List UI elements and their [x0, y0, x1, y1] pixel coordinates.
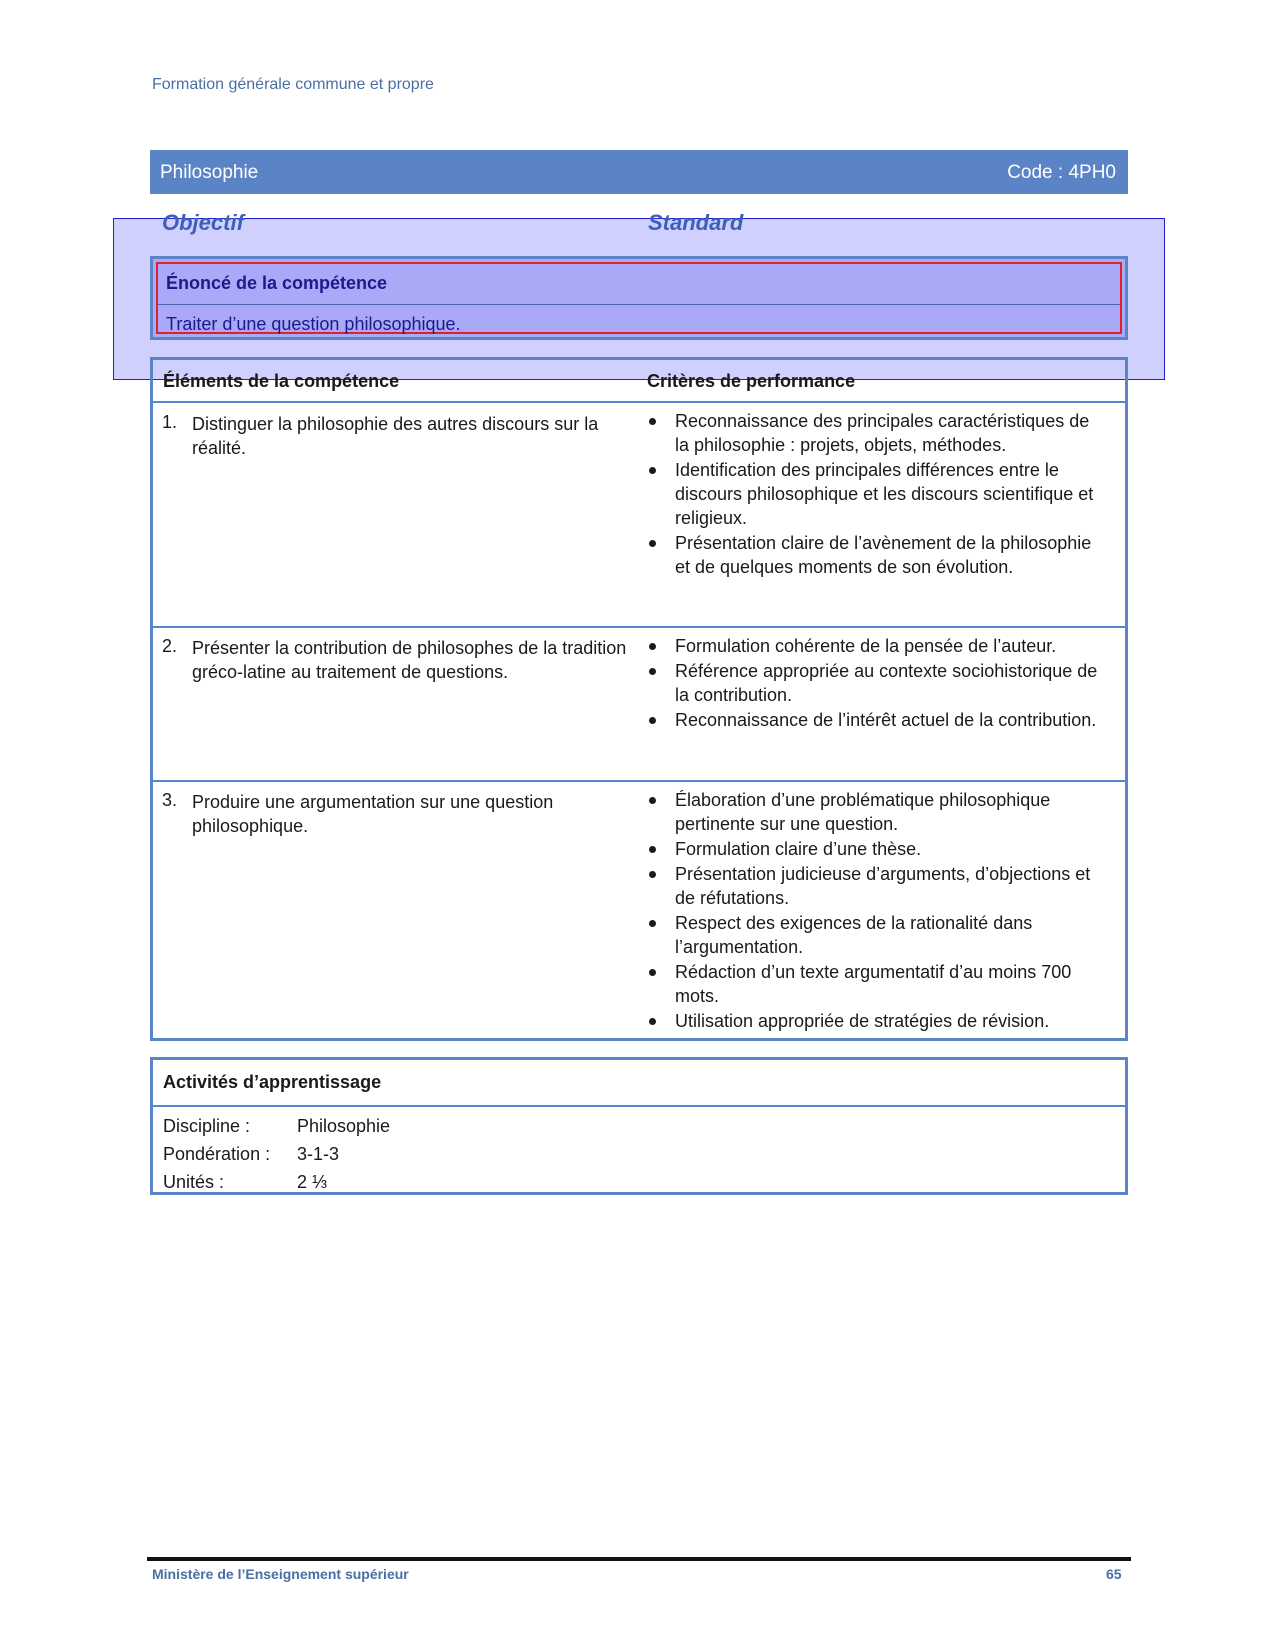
criteria-item: Présentation judicieuse d’arguments, d’objections et de réfutations. — [645, 862, 1105, 910]
footer-ministry: Ministère de l’Enseignement supérieur — [152, 1566, 409, 1582]
bullet-icon — [649, 969, 656, 976]
criteria-item: Élaboration d’une problématique philosophique pertinente sur une question. — [645, 788, 1105, 836]
element-number: 2. — [162, 636, 178, 656]
ponderation-line — [163, 1144, 339, 1165]
discipline-line — [163, 1116, 390, 1137]
objectif-label: Objectif — [162, 210, 244, 235]
footer-rule — [147, 1557, 1131, 1561]
element-text: Présenter la contribution de philosophes de la tradition gréco-latine au traitement de questions. — [192, 638, 627, 682]
bullet-icon — [649, 871, 656, 878]
criteria-list — [645, 788, 1105, 1034]
criteria-item: Référence appropriée au contexte sociohistorique de la contribution. — [645, 659, 1105, 707]
criteria-item: Formulation claire d’une thèse. — [645, 837, 1105, 861]
bullet-icon — [649, 1018, 656, 1025]
discipline-label: Discipline : — [163, 1116, 251, 1136]
element-text: Distinguer la philosophie des autres discours sur la réalité. — [192, 414, 599, 458]
course-code: Code : 4PH0 — [1007, 162, 1116, 183]
enonce-divider — [158, 304, 1120, 305]
criteria-item: Présentation claire de l’avènement de la philosophie et de quelques moments de son évolution. — [645, 531, 1105, 579]
ponderation-label: Pondération : — [163, 1144, 271, 1164]
bullet-icon — [649, 643, 656, 650]
row-divider — [153, 780, 1125, 782]
activities-divider — [153, 1105, 1125, 1107]
bullet-icon — [649, 467, 656, 474]
unites-label: Unités : — [163, 1172, 225, 1192]
element-text: Produire une argumentation sur une question philosophique. — [192, 792, 554, 836]
header-divider — [153, 401, 1125, 403]
element-number: 3. — [162, 790, 178, 810]
page-number: 65 — [1106, 1566, 1122, 1582]
element-number: 1. — [162, 412, 178, 432]
activities-title: Activités d’apprentissage — [163, 1072, 382, 1092]
criteria-list — [645, 634, 1105, 733]
unites-line — [163, 1172, 327, 1193]
discipline-value: Philosophie — [297, 1116, 391, 1136]
bullet-icon — [649, 846, 656, 853]
activities-box — [150, 1057, 1128, 1195]
enonce-text: Traiter d’une question philosophique. — [166, 314, 461, 334]
criteria-item: Reconnaissance des principales caractéristiques de la philosophie : projets, objets, méthodes. — [645, 409, 1105, 457]
enonce-title: Énoncé de la compétence — [166, 273, 388, 293]
bullet-icon — [649, 668, 656, 675]
column-header-elements: Éléments de la compétence — [163, 371, 400, 391]
standard-label: Standard — [648, 210, 744, 235]
criteria-item: Formulation cohérente de la pensée de l’auteur. — [645, 634, 1105, 658]
bullet-icon — [649, 418, 656, 425]
column-header-criteres: Critères de performance — [647, 371, 856, 391]
title-bar — [150, 150, 1128, 194]
enonce-inner-frame — [156, 262, 1122, 334]
criteria-item: Respect des exigences de la rationalité dans l’argumentation. — [645, 911, 1105, 959]
bullet-icon — [649, 540, 656, 547]
criteria-list — [645, 409, 1105, 580]
row-divider — [153, 626, 1125, 628]
criteria-item: Identification des principales différences entre le discours philosophique et les discours scientifique et religieux. — [645, 458, 1105, 530]
criteria-item: Utilisation appropriée de stratégies de révision. — [645, 1009, 1105, 1033]
ponderation-value: 3-1-3 — [297, 1144, 340, 1164]
criteria-item: Reconnaissance de l’intérêt actuel de la contribution. — [645, 708, 1105, 732]
discipline-title: Philosophie — [160, 162, 259, 183]
bullet-icon — [649, 920, 656, 927]
unites-value: 2 ⅓ — [297, 1172, 328, 1192]
running-header: Formation générale commune et propre — [152, 76, 434, 93]
criteria-item: Rédaction d’un texte argumentatif d’au moins 700 mots. — [645, 960, 1105, 1008]
enonce-box — [150, 256, 1128, 340]
competence-table — [150, 357, 1128, 1041]
bullet-icon — [649, 717, 656, 724]
bullet-icon — [649, 797, 656, 804]
